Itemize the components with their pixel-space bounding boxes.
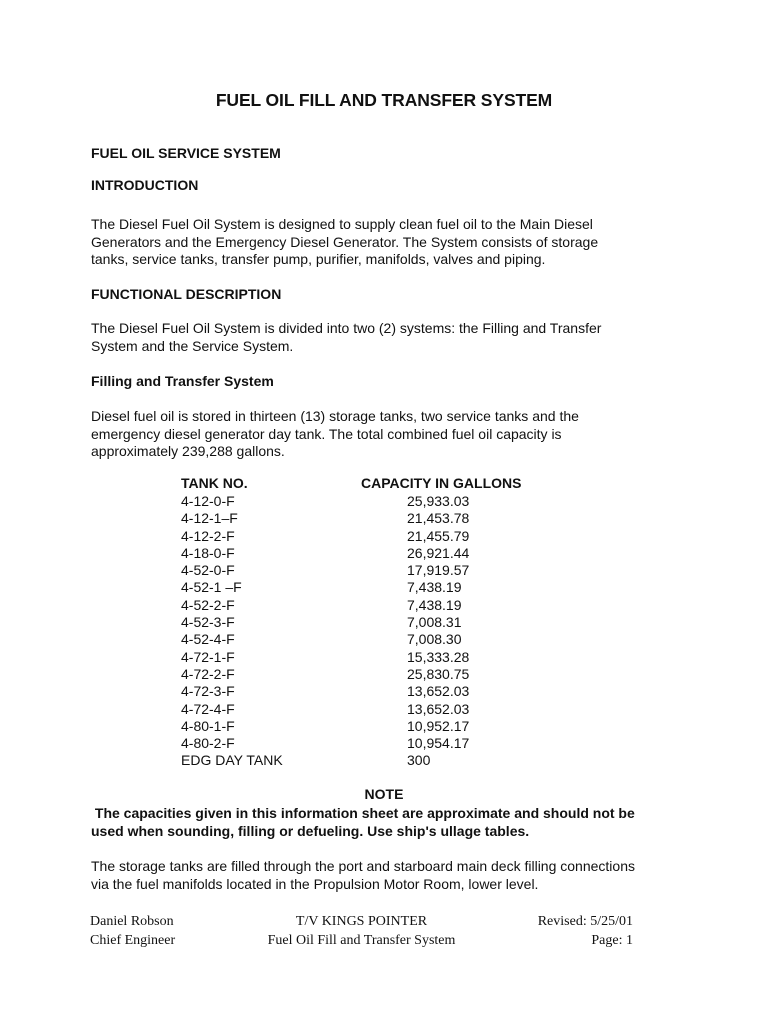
functional-description-line: The Diesel Fuel Oil System is divided into two (2) systems: the Filling and Transfer (91, 320, 602, 336)
capacity-cell: 13,652.03 (407, 683, 470, 700)
tank-number-cell: 4-72-4-F (181, 700, 235, 717)
table-row (181, 545, 581, 562)
note-body (91, 805, 711, 840)
table-row (181, 528, 581, 545)
page-footer (90, 912, 633, 950)
document-title: FUEL OIL FILL AND TRANSFER SYSTEM (215, 90, 553, 110)
footer-revised: Revised: 5/25/01 (537, 914, 633, 929)
capacity-cell: 7,008.31 (407, 614, 462, 631)
footer-author-title: Chief Engineer (90, 933, 176, 948)
table-row (181, 562, 581, 579)
table-row (181, 718, 581, 735)
tank-number-cell: 4-12-0-F (181, 493, 235, 509)
section-heading: FUEL OIL SERVICE SYSTEM (91, 145, 281, 161)
capacity-cell: 7,438.19 (407, 596, 462, 613)
filling-transfer-line: approximately 239,288 gallons. (91, 443, 285, 459)
table-row (181, 701, 581, 718)
tank-number-cell: 4-52-4-F (181, 631, 235, 648)
closing-paragraph (91, 858, 691, 893)
table-row (181, 493, 581, 510)
filling-transfer-heading: Filling and Transfer System (91, 373, 274, 389)
tank-number-cell: 4-72-1-F (181, 648, 235, 665)
table-row (181, 631, 581, 648)
note-heading: NOTE (364, 786, 404, 802)
capacity-cell: 15,333.28 (407, 648, 470, 665)
filling-transfer-line: Diesel fuel oil is stored in thirteen (13) storage tanks, two service tanks and the (91, 408, 579, 424)
tank-capacity-table (181, 493, 581, 770)
table-row (181, 735, 581, 752)
tank-number-cell: 4-18-0-F (181, 544, 235, 561)
tank-number-cell: 4-12-1–F (181, 510, 238, 527)
capacity-cell: 300 (407, 752, 431, 769)
capacity-cell: 17,919.57 (407, 562, 470, 579)
footer-doc-title: Fuel Oil Fill and Transfer System (267, 933, 456, 948)
capacity-cell: 7,438.19 (407, 579, 462, 596)
note-line: The capacities given in this information sheet are approximate and should not be (91, 805, 635, 821)
table-row (181, 649, 581, 666)
introduction-paragraph (91, 216, 691, 269)
filling-transfer-paragraph (91, 408, 691, 461)
table-row (181, 510, 581, 527)
capacity-cell: 10,952.17 (407, 717, 470, 734)
note-line: used when sounding, filling or defueling. Use ship's ullage tables. (91, 822, 530, 839)
introduction-heading: INTRODUCTION (91, 177, 199, 193)
filling-transfer-line: emergency diesel generator day tank. The total combined fuel oil capacity is (91, 425, 562, 442)
tank-number-cell: 4-52-0-F (181, 562, 235, 579)
capacity-column-header: CAPACITY IN GALLONS (361, 475, 522, 491)
tank-number-cell: EDG DAY TANK (181, 752, 283, 769)
footer-vessel: T/V KINGS POINTER (295, 914, 428, 929)
tank-number-cell: 4-52-1 –F (181, 579, 242, 596)
tank-number-cell: 4-72-3-F (181, 683, 235, 700)
functional-description-paragraph (91, 320, 691, 355)
capacity-cell: 25,933.03 (407, 493, 470, 509)
table-row (181, 666, 581, 683)
tank-number-cell: 4-80-2-F (181, 735, 235, 752)
capacity-cell: 25,830.75 (407, 665, 470, 682)
introduction-line: The Diesel Fuel Oil System is designed to supply clean fuel oil to the Main Diesel (91, 216, 593, 232)
functional-description-line: System and the Service System. (91, 337, 294, 354)
tank-number-cell: 4-12-2-F (181, 527, 235, 544)
table-row (181, 683, 581, 700)
capacity-cell: 13,652.03 (407, 700, 470, 717)
tank-number-cell: 4-72-2-F (181, 665, 235, 682)
capacity-cell: 21,453.78 (407, 510, 470, 527)
functional-description-heading: FUNCTIONAL DESCRIPTION (91, 286, 282, 302)
capacity-cell: 7,008.30 (407, 631, 462, 648)
capacity-cell: 10,954.17 (407, 735, 470, 752)
closing-line: via the fuel manifolds located in the Propulsion Motor Room, lower level. (91, 875, 539, 892)
table-row (181, 752, 581, 769)
table-row (181, 579, 581, 596)
table-row (181, 597, 581, 614)
footer-author-name: Daniel Robson (90, 914, 174, 929)
tank-number-column-header: TANK NO. (181, 475, 248, 491)
introduction-line: tanks, service tanks, transfer pump, purifier, manifolds, valves and piping. (91, 251, 546, 267)
capacity-cell: 26,921.44 (407, 544, 470, 561)
capacity-cell: 21,455.79 (407, 527, 470, 544)
closing-line: The storage tanks are filled through the port and starboard main deck filling connections (91, 858, 635, 874)
table-row (181, 614, 581, 631)
tank-number-cell: 4-52-2-F (181, 596, 235, 613)
introduction-line: Generators and the Emergency Diesel Generator. The System consists of storage (91, 233, 599, 250)
tank-number-cell: 4-52-3-F (181, 614, 235, 631)
tank-number-cell: 4-80-1-F (181, 717, 235, 734)
footer-page-number: Page: 1 (591, 933, 633, 948)
